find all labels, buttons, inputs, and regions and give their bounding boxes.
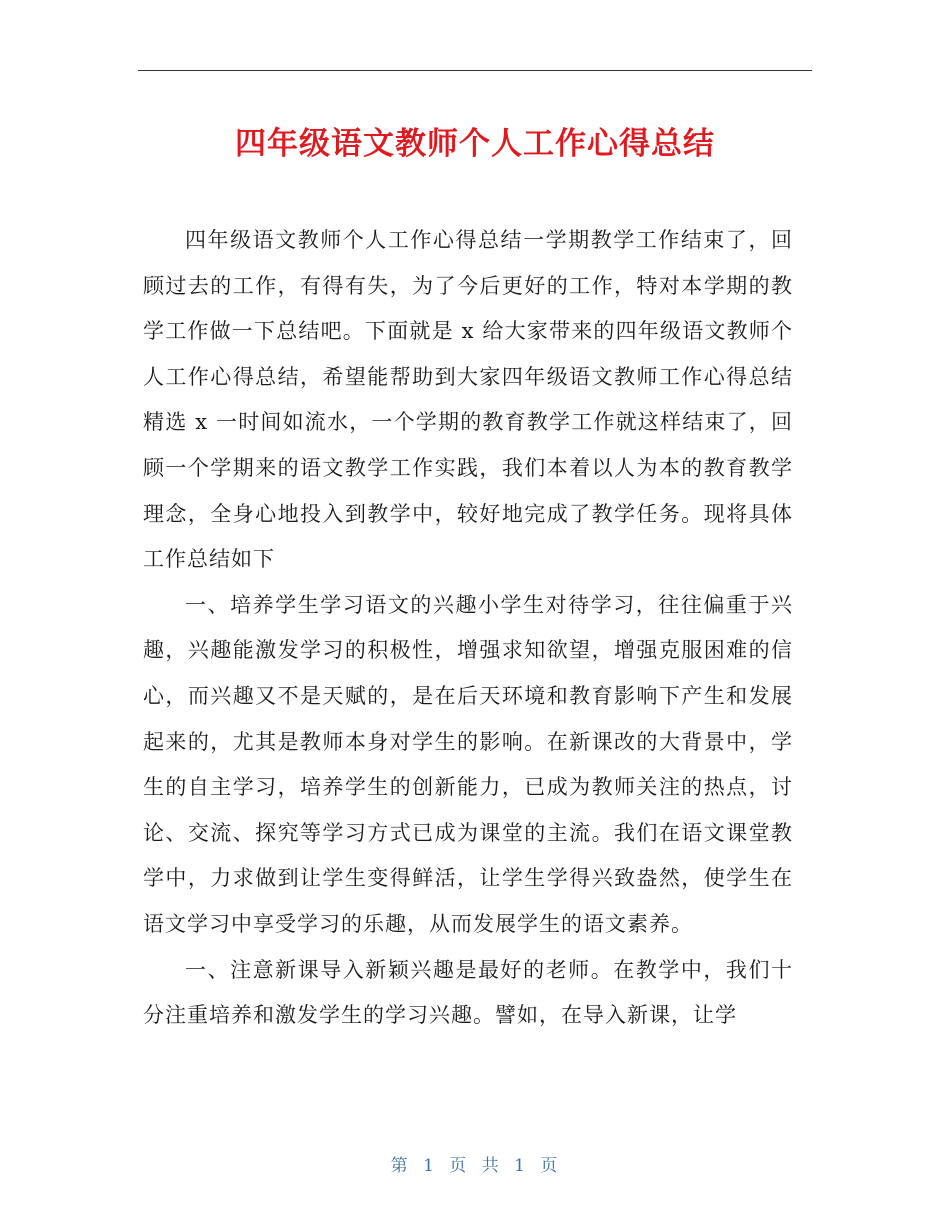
document-title: 四年级语文教师个人工作心得总结: [235, 126, 715, 162]
header-rule: [138, 70, 812, 71]
paragraph-interest: 一、培养学生学习语文的兴趣小学生对待学习，往往偏重于兴趣，兴趣能激发学习的积极性，增强求知欲望，增强克服困难的信心，而兴趣又不是天赋的，是在后天环境和教育影响下产生和发展起来的，尤其是教师本身对学生的影响。在新课改的大背景中，学生的自主学习，培养学生的创新能力，已成为教师关注的热点，讨论、交流、探究等学习方式已成为课堂的主流。我们在语文课堂教学中，力求做到让学生变得鲜活，让学生学得兴致盎然，使学生在语文学习中享受学习的乐趣，从而发展学生的语文素养。: [143, 592, 793, 936]
document-body: [143, 218, 793, 1039]
paragraph-new-lesson: 一、注意新课导入新颖兴趣是最好的老师。在教学中，我们十分注重培养和激发学生的学习兴趣。譬如，在导入新课，让学: [143, 957, 793, 1028]
page-number: 第 1 页 共 1 页: [390, 1156, 560, 1176]
paragraph-intro: 四年级语文教师个人工作心得总结一学期教学工作结束了，回顾过去的工作，有得有失，为了今后更好的工作，特对本学期的教学工作做一下总结吧。下面就是 x 给大家带来的四年级语文教师个人工作心得总结，希望能帮助到大家四年级语文教师工作心得总结精选 x 一时间如流水，一个学期的教育教学工作就这样结束了，回顾一个学期来的语文教学工作实践，我们本着以人为本的教育教学理念，全身心地投入到教学中，较好地完成了教学任务。现将具体工作总结如下: [143, 228, 793, 572]
